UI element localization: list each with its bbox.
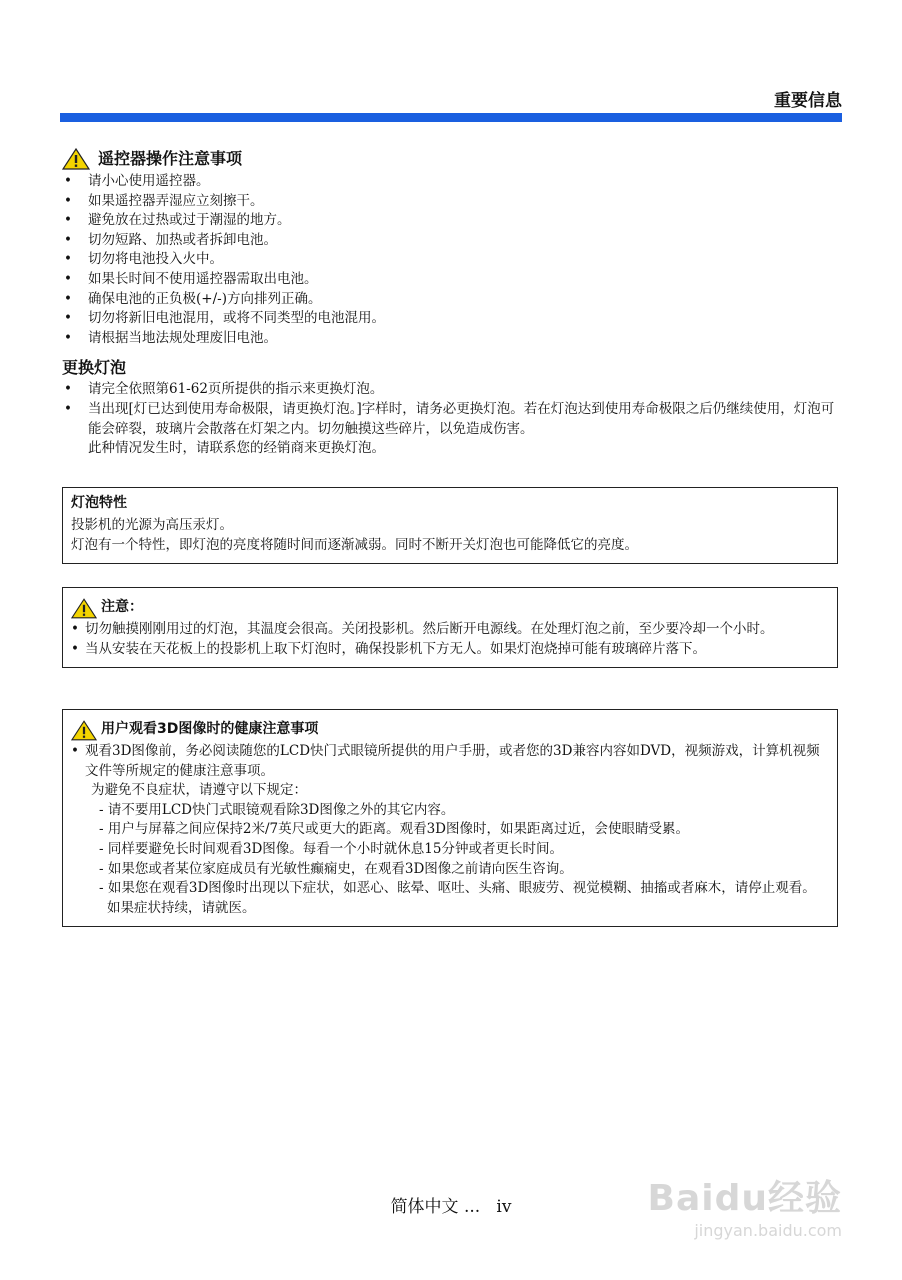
remote-section-title: 遥控器操作注意事项 xyxy=(98,149,243,169)
watermark-logo: Baidu经验 xyxy=(647,1178,842,1219)
list-item: • 切勿触摸刚刚用过的灯泡，其温度会很高。关闭投影机。然后断开电源线。在处理灯泡之前，至少要冷却一个小时。 xyxy=(71,620,829,640)
list-item: • 如果长时间不使用遥控器需取出电池。 xyxy=(62,270,842,290)
lamp-note: 此种情况发生时，请联系您的经销商来更换灯泡。 xyxy=(88,440,385,457)
health-rule: - 如果您在观看3D图像时出现以下症状，如恶心、眩晕、呕吐、头痛、眼疲劳、视觉模糊、抽搐或者麻木，请停止观看。如果症状持续，请就医。 xyxy=(99,880,816,916)
list-item: • 切勿将电池投入火中。 xyxy=(62,250,842,270)
list-item: • 切勿短路、加热或者拆卸电池。 xyxy=(62,231,842,251)
health-box xyxy=(62,709,838,927)
lamp-section-heading: 更换灯泡 xyxy=(62,357,127,377)
page-header-title: 重要信息 xyxy=(774,91,842,111)
list-item: • 观看3D图像前，务必阅读随您的LCD快门式眼镜所提供的用户手册，或者您的3D兼容内容如DVD，视频游戏，计算机视频文件等所规定的健康注意事项。 xyxy=(71,742,829,781)
page-footer: 简体中文 ... iv xyxy=(390,1197,512,1217)
warning-icon xyxy=(71,720,97,741)
lamp-properties-line: 灯泡有一个特性，即灯泡的亮度将随时间而逐渐减弱。同时不断开关灯泡也可能降低它的亮度。 xyxy=(71,536,638,553)
list-item: • 如果遥控器弄湿应立刻擦干。 xyxy=(62,192,842,212)
lamp-properties-box xyxy=(62,487,838,564)
health-intro: 为避免不良症状，请遵守以下规定： xyxy=(91,782,307,799)
health-heading xyxy=(71,718,829,742)
watermark xyxy=(648,1170,842,1240)
health-rule: - 同样要避免长时间观看3D图像。每看一个小时就休息15分钟或者更长时间。 xyxy=(99,840,563,857)
watermark-url: jingyan.baidu.com xyxy=(694,1221,842,1240)
list-item: • 避免放在过热或过于潮湿的地方。 xyxy=(62,211,842,231)
warning-icon xyxy=(71,598,97,619)
remote-items-list xyxy=(62,172,842,348)
health-list xyxy=(71,742,829,781)
caution-title: 注意： xyxy=(101,599,143,616)
list-item: • 请根据当地法规处理废旧电池。 xyxy=(62,329,842,349)
health-rules xyxy=(71,801,829,919)
list-item: • 请小心使用遥控器。 xyxy=(62,172,842,192)
list-item: • 请完全依照第61-62页所提供的指示来更换灯泡。 xyxy=(62,380,842,400)
header-divider xyxy=(60,113,842,122)
list-item: • 当出现[灯已达到使用寿命极限，请更换灯泡。]字样时，请务必更换灯泡。若在灯泡达到使用寿命极限之后仍继续使用，灯泡可能会碎裂，玻璃片会散落在灯架之内。切勿触摸这些碎片，以免造成伤害。 xyxy=(62,400,842,439)
health-title: 用户观看3D图像时的健康注意事项 xyxy=(101,721,319,738)
health-rule: - 请不要用LCD快门式眼镜观看除3D图像之外的其它内容。 xyxy=(99,801,455,818)
warning-icon xyxy=(62,148,90,170)
list-item: • 切勿将新旧电池混用，或将不同类型的电池混用。 xyxy=(62,309,842,329)
lamp-properties-title: 灯泡特性 xyxy=(71,495,127,512)
caution-list xyxy=(71,620,829,659)
caution-heading xyxy=(71,596,829,620)
remote-section-heading xyxy=(62,146,842,172)
caution-box xyxy=(62,587,838,668)
list-item: • 当从安装在天花板上的投影机上取下灯泡时，确保投影机下方无人。如果灯泡烧掉可能有玻璃碎片落下。 xyxy=(71,640,829,660)
main-content xyxy=(62,146,842,459)
lamp-properties-line: 投影机的光源为高压汞灯。 xyxy=(71,517,233,533)
list-item: • 确保电池的正负极(+/-)方向排列正确。 xyxy=(62,290,842,310)
health-rule: - 用户与屏幕之间应保持2米/7英尺或更大的距离。观看3D图像时，如果距离过近，会使眼睛受累。 xyxy=(99,821,689,838)
health-rule: - 如果您或者某位家庭成员有光敏性癫痫史，在观看3D图像之前请向医生咨询。 xyxy=(99,860,573,877)
lamp-items-list xyxy=(62,380,842,439)
